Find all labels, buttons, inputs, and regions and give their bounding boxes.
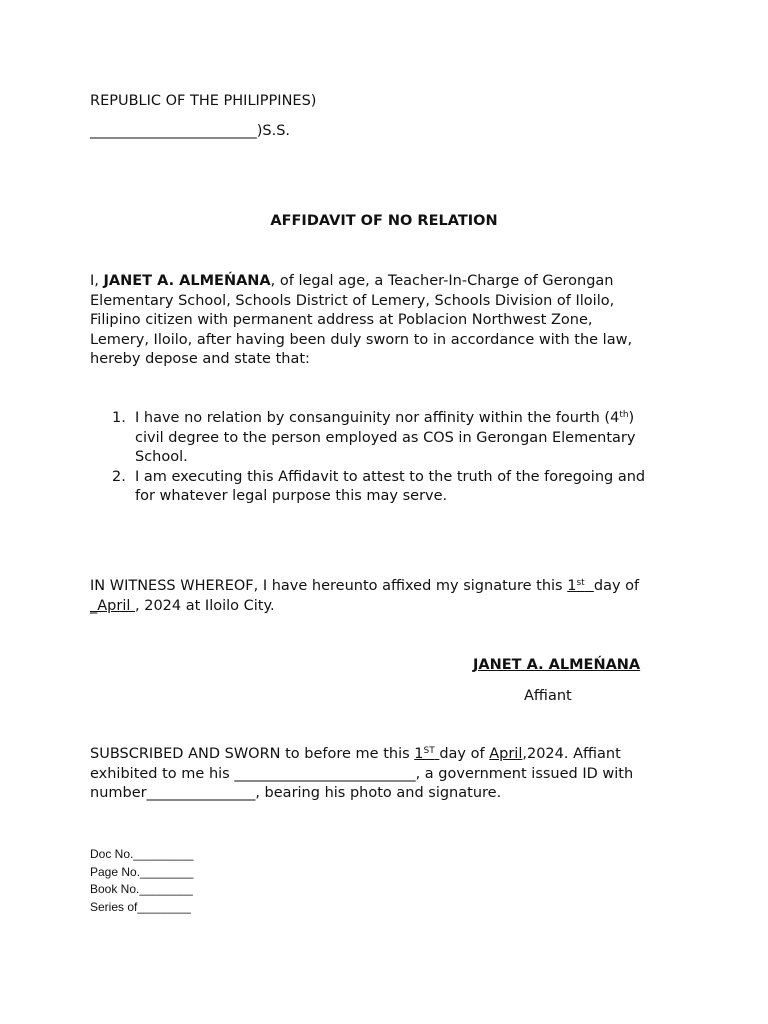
witness-day	[567, 578, 594, 594]
witness-day-superscript: st	[576, 578, 585, 588]
header-ss: _______________________)S.S.	[90, 123, 291, 139]
witness-month: _April	[90, 597, 136, 614]
book-number-field: Book No.________	[90, 882, 193, 896]
intro-line-3: Filipino citizen with permanent address at Poblacion Northwest Zone,	[90, 312, 593, 328]
list-item-line: for whatever legal purpose this may serve.	[135, 488, 448, 504]
jurat-paragraph	[90, 745, 680, 804]
page-number-field: Page No.________	[90, 864, 194, 879]
series-field: Series of________	[90, 899, 191, 914]
list-item-line: I am executing this Affidavit to attest to the truth of the foregoing and	[135, 468, 646, 485]
list-item-number: 2.	[112, 468, 126, 485]
intro-line-4: Lemery, Iloilo, after having been duly sworn to in accordance with the law,	[90, 331, 633, 348]
jurat-day	[414, 746, 439, 762]
item-1-text-b: )	[628, 410, 635, 426]
notarial-register	[90, 846, 193, 916]
jurat-text-a: SUBSCRIBED AND SWORN to before me this	[90, 746, 415, 762]
intro-line-1-rest: , of legal age, a Teacher-In-Charge of Gerongan	[270, 273, 614, 289]
list-item-number: 1.	[112, 410, 126, 426]
intro-paragraph	[90, 272, 680, 370]
signature-role: Affiant	[524, 688, 572, 704]
jurat-line-3: number_______________, bearing his photo and signature.	[90, 785, 502, 801]
witness-place: , 2024 at Iloilo City.	[135, 597, 275, 614]
header-republic: REPUBLIC OF THE PHILIPPINES)	[90, 93, 317, 109]
jurat-text-c: ,2024. Affiant	[522, 746, 621, 762]
intro-line-5: hereby depose and state that:	[90, 351, 310, 367]
list-item	[90, 409, 680, 468]
jurat-text-b: day of	[439, 746, 490, 762]
jurat-month: April	[489, 746, 523, 762]
witness-line-1	[90, 577, 680, 597]
signature-name: JANET A. ALMEŃANA	[473, 657, 641, 673]
witness-day-number: 1	[567, 578, 577, 594]
item-1-superscript: th	[619, 410, 629, 420]
list-item-line	[135, 409, 680, 429]
statement-list	[90, 409, 680, 507]
item-1-text-a: I have no relation by consanguinity nor affinity within the fourth (4	[135, 410, 620, 426]
jurat-day-superscript: ST	[423, 746, 435, 756]
intro-prefix: I,	[90, 273, 104, 289]
witness-line-2	[90, 597, 680, 617]
intro-line-1	[90, 272, 680, 292]
witness-text-b: day of	[593, 578, 640, 594]
affiant-name-inline: JANET A. ALMEŃANA	[103, 273, 271, 289]
jurat-line-2: exhibited to me his _________________________, a government issued ID with	[90, 765, 634, 782]
jurat-day-number: 1	[414, 746, 424, 762]
witness-paragraph	[90, 577, 680, 616]
document-title: AFFIDAVIT OF NO RELATION	[270, 213, 498, 229]
list-item	[90, 468, 680, 507]
doc-number-field: Doc No._________	[90, 847, 194, 861]
jurat-line-1	[90, 745, 680, 765]
list-item-line: School.	[135, 449, 188, 465]
list-item-line: civil degree to the person employed as COS in Gerongan Elementary	[135, 429, 636, 446]
witness-text-a: IN WITNESS WHEREOF, I have hereunto affixed my signature this	[90, 578, 568, 594]
intro-line-2: Elementary School, Schools District of Lemery, Schools Division of Iloilo,	[90, 292, 615, 309]
